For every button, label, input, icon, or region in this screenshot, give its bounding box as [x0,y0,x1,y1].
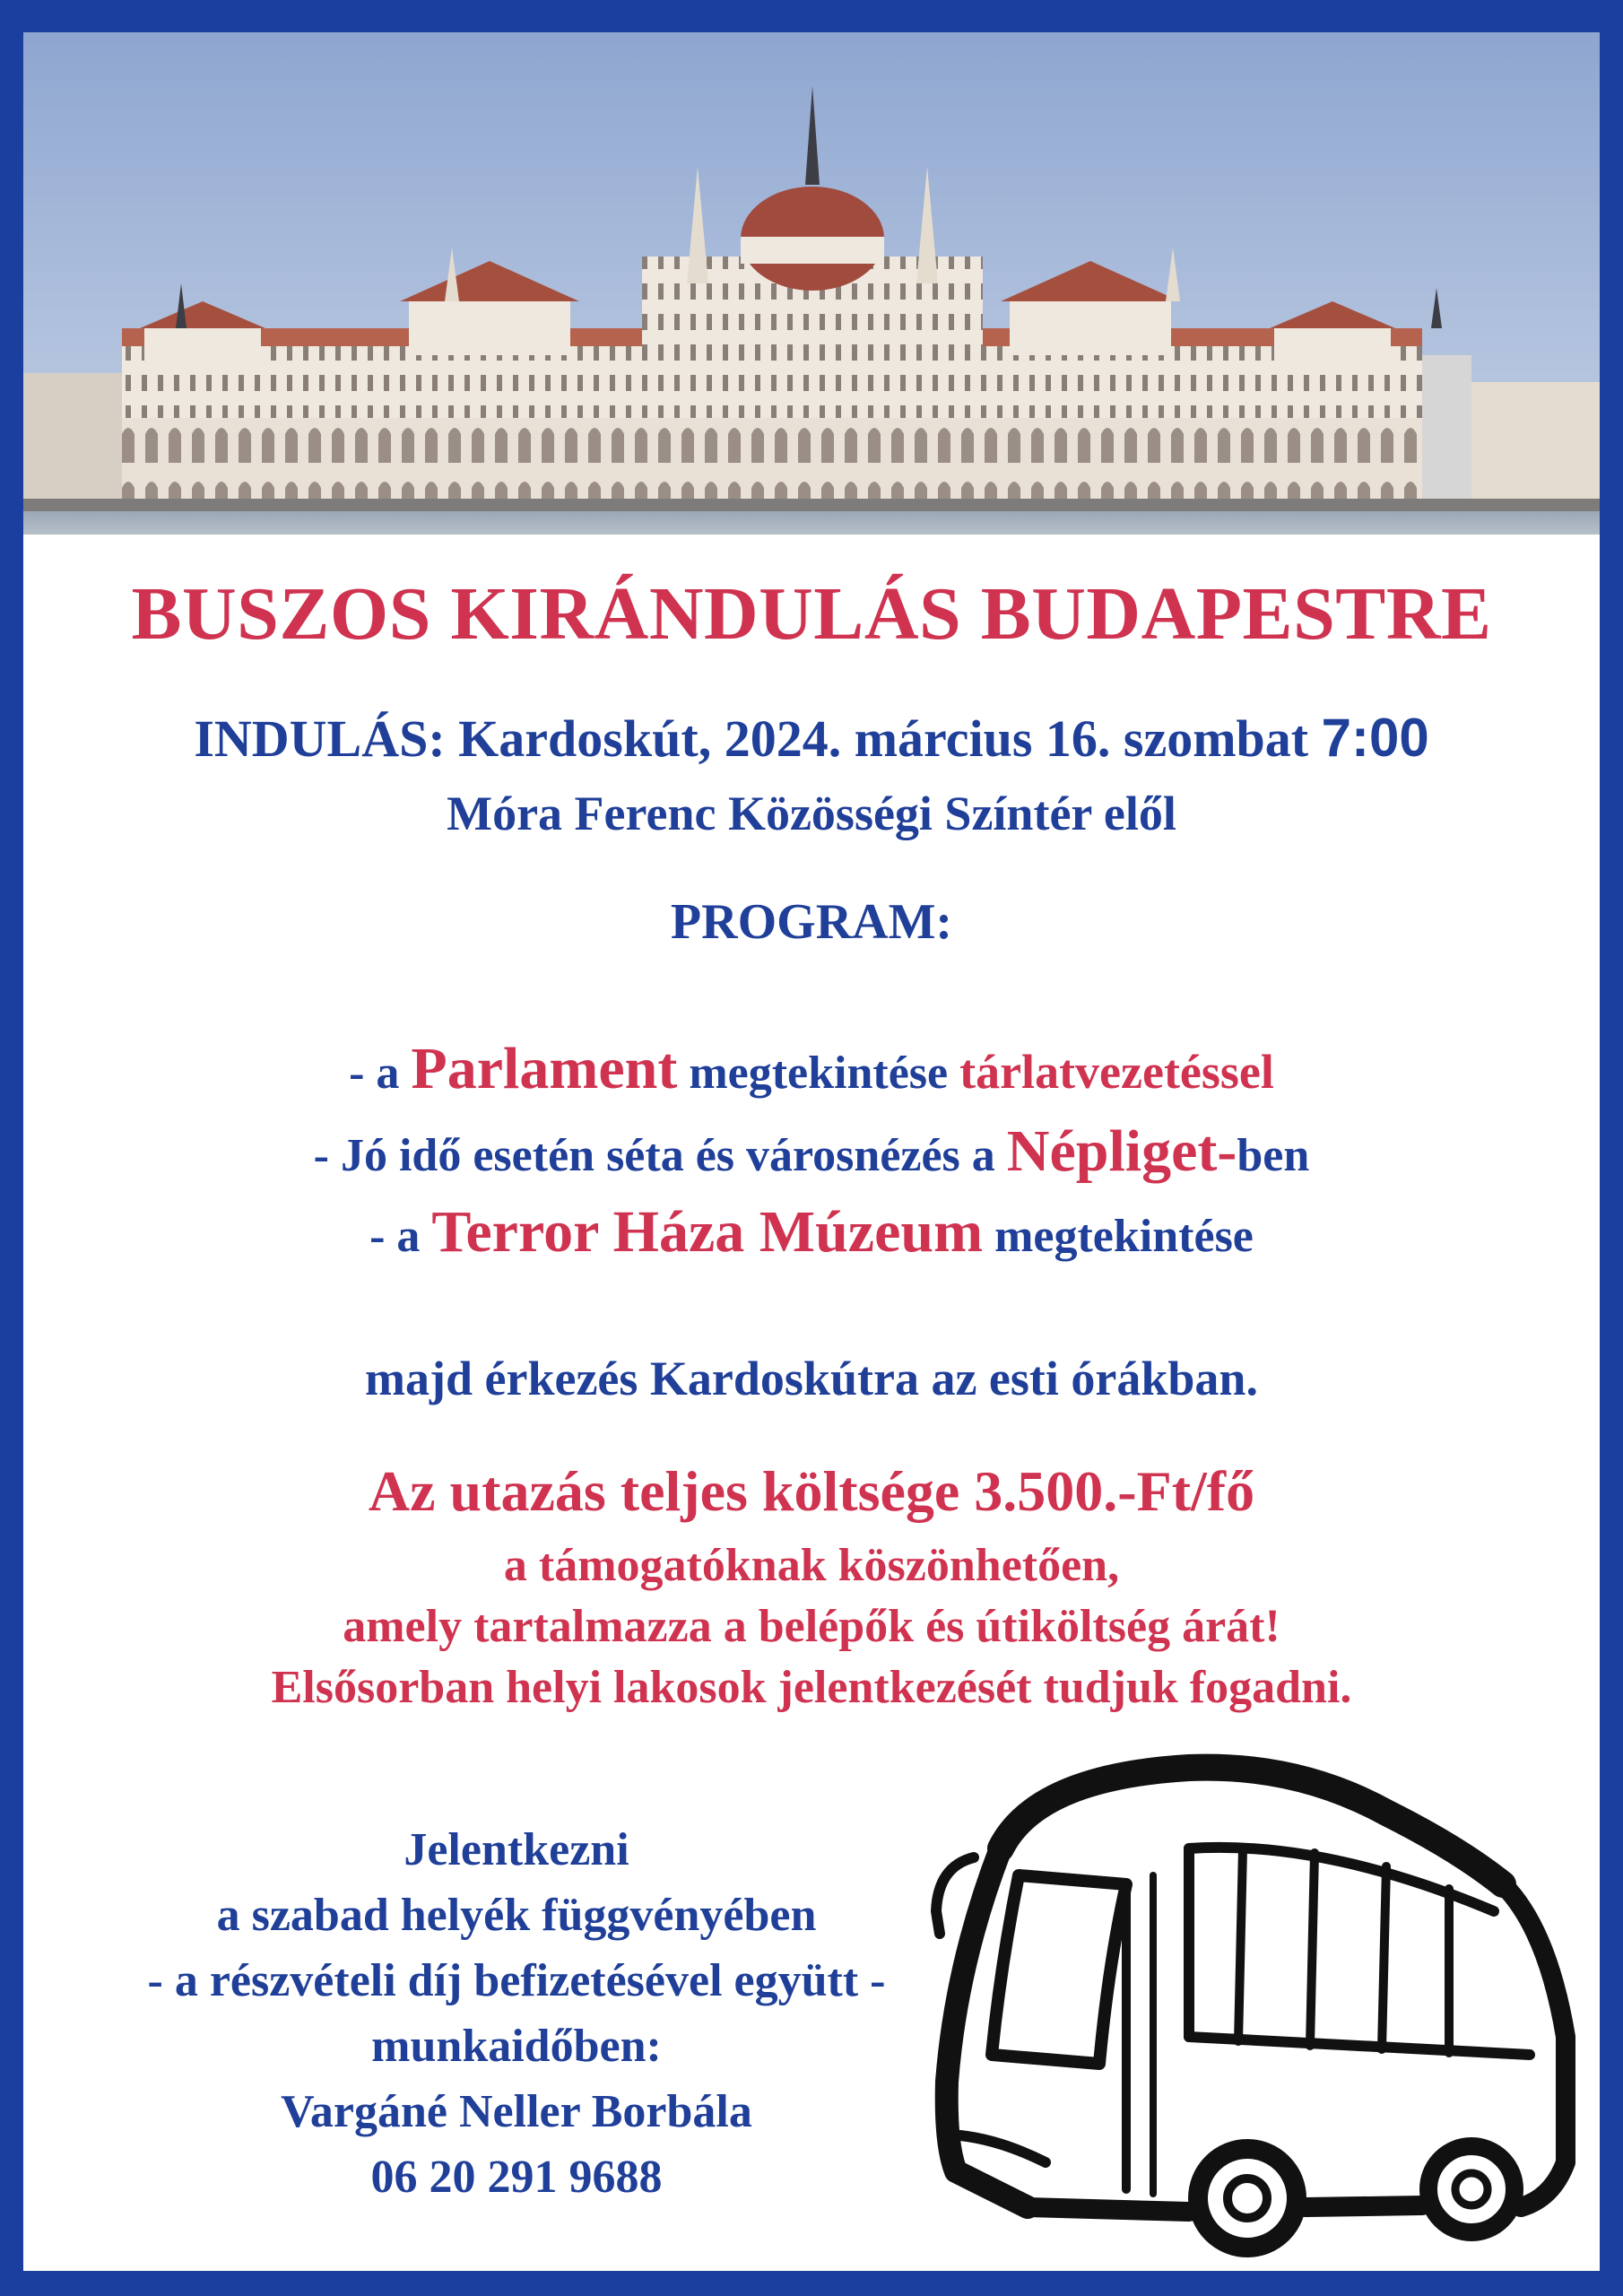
program-item [23,1035,1600,1103]
contact-line: - a részvételi díj befizetésével együtt - [147,1955,886,2006]
cost-line: Elsősorban helyi lakosok jelentkezését tudjuk fogadni. [271,1662,1352,1713]
contact-block [23,1817,1010,2210]
arrival-text: majd érkezés Kardoskútra az esti órákban. [365,1352,1258,1405]
program-item-prefix: - a [369,1211,432,1262]
poster-title: BUSZOS KIRÁNDULÁS BUDAPESTRE [131,572,1492,656]
program-heading: PROGRAM: [670,894,953,950]
program-item-highlight: Parlament [411,1036,678,1101]
program-item-text: megtekintése [677,1048,960,1099]
cost-headline: Az utazás teljes költsége 3.500.-Ft/fő [368,1459,1255,1523]
program-item-prefix: - Jó idő esetén séta és városnézés a [313,1130,1007,1181]
program-item-suffix: tárlatvezetéssel [959,1045,1274,1099]
departure-text: INDULÁS: Kardoskút, 2024. március 16. szombat [194,709,1309,768]
program-item [23,1118,1600,1186]
cost-line: a támogatóknak köszönhetően, [503,1540,1120,1591]
program-item-highlight: Terror Háza Múzeum [431,1199,984,1265]
contact-name: Vargáné Neller Borbála [281,2086,752,2137]
departure-location: Móra Ferenc Közösségi Színtér elől [447,787,1176,840]
cost-line: amely tartalmazza a belépők és útiköltség árát! [343,1601,1280,1652]
parliament-photo [23,32,1600,535]
contact-line: munkaidőben: [371,2021,662,2072]
program-item-suffix: ben [1237,1130,1310,1181]
program-item-highlight: Népliget- [1006,1118,1237,1184]
bus-icon [920,1741,1600,2271]
program-item-prefix: - a [349,1048,412,1099]
contact-line: Jelentkezni [404,1824,629,1875]
program-item [23,1198,1600,1266]
departure-line [23,707,1600,769]
contact-phone: 06 20 291 9688 [370,2152,663,2203]
poster [23,32,1600,2271]
contact-line: a szabad helyék függvényében [216,1890,817,1941]
program-item-suffix: megtekintése [983,1211,1254,1262]
departure-time: 7:00 [1321,708,1429,768]
